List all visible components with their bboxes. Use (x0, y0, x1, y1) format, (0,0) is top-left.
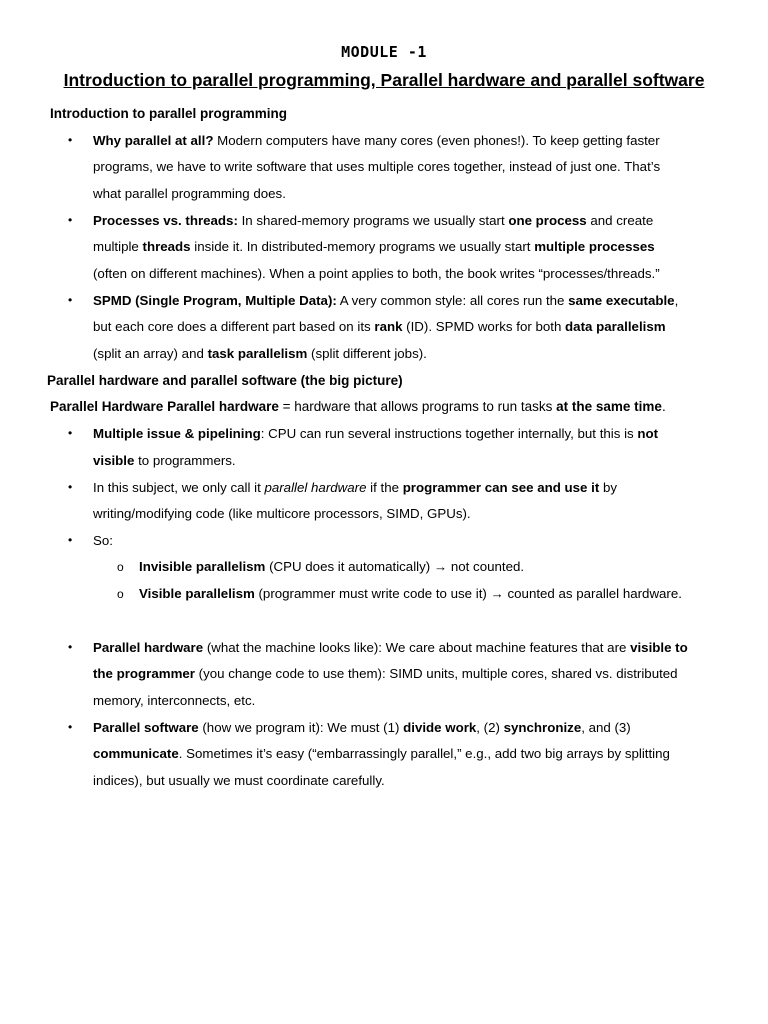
list-item-line: memory, interconnects, etc. (93, 693, 256, 708)
term: Why parallel at all? (93, 133, 214, 148)
list-item-line: what parallel programming does. (93, 186, 286, 201)
text: (you change code to use them): SIMD units, multiple cores, shared vs. distributed (194, 666, 678, 681)
bullet-icon: • (68, 720, 73, 734)
term: communicate (93, 746, 179, 761)
list-item-line (93, 346, 427, 361)
list-item-line: writing/modifying code (like multicore processors, SIMD, GPUs). (93, 506, 471, 521)
term: Parallel hardware (93, 640, 204, 655)
text: : CPU can run several instructions together internally, but this is (260, 426, 638, 441)
main-title: Introduction to parallel programming, Parallel hardware and parallel software (63, 70, 705, 90)
term: multiple processes (534, 239, 655, 254)
term: Invisible parallelism (139, 559, 266, 574)
list-item-line: So: (93, 533, 113, 548)
text: (split different jobs). (307, 346, 427, 361)
text: (ID). SPMD works for both (402, 319, 566, 334)
term: same executable (568, 293, 675, 308)
text: to programmers. (134, 453, 236, 468)
term: visible (93, 453, 135, 468)
term: SPMD (Single Program, Multiple Data): (93, 293, 337, 308)
text: Modern computers have many cores (even phones!). To keep getting faster (213, 133, 660, 148)
text: (what the machine looks like): We care about machine features that are (203, 640, 631, 655)
term: visible to (630, 640, 688, 655)
section-heading-intro: Introduction to parallel programming (50, 106, 288, 121)
text: = hardware that allows programs to run tasks (278, 399, 557, 414)
bullet-icon: • (68, 293, 73, 307)
list-item-line (93, 480, 617, 495)
list-item-line (93, 293, 678, 308)
term: Visible parallelism (139, 586, 255, 601)
term: at the same time (556, 399, 662, 414)
term: divide work (403, 720, 477, 735)
text: . (661, 399, 666, 414)
sub-list-item-line (139, 559, 524, 574)
list-item-line (93, 426, 658, 441)
intro-line (50, 399, 666, 414)
text: In this subject, we only call it (93, 480, 265, 495)
text: but each core does a different part based on its (93, 319, 375, 334)
term: synchronize (503, 720, 582, 735)
text: , (674, 293, 679, 308)
term: Multiple issue & pipelining (93, 426, 261, 441)
text: A very common style: all cores run the (336, 293, 569, 308)
text: (split an array) and (93, 346, 208, 361)
term: Processes vs. threads: (93, 213, 238, 228)
list-item-line (93, 319, 666, 334)
sub-list-item-line (139, 586, 682, 601)
list-item-line (93, 213, 653, 228)
list-item-line (93, 239, 655, 254)
term: data parallelism (565, 319, 666, 334)
term: programmer can see and use it (402, 480, 600, 495)
text: , (2) (476, 720, 504, 735)
bullet-icon: • (68, 480, 73, 494)
term: Parallel software (93, 720, 199, 735)
list-item-line (93, 453, 236, 468)
list-item-line (93, 640, 688, 655)
bullet-icon: • (68, 640, 73, 654)
text: , and (3) (581, 720, 631, 735)
text: by (599, 480, 618, 495)
term: task parallelism (207, 346, 308, 361)
term: not (637, 426, 659, 441)
list-item-line (93, 133, 660, 148)
text: and create (586, 213, 654, 228)
text: (CPU does it automatically) → not counted. (265, 559, 525, 574)
section-heading-big-picture: Parallel hardware and parallel software (the big picture) (47, 373, 403, 388)
bullet-icon: • (68, 213, 73, 227)
term: the programmer (93, 666, 195, 681)
module-title: MODULE -1 (341, 43, 427, 61)
term: Parallel Hardware Parallel hardware (50, 399, 279, 414)
sub-bullet-icon: o (117, 560, 124, 574)
text: if the (366, 480, 403, 495)
term: one process (508, 213, 587, 228)
text: inside it. In distributed-memory programs we usually start (190, 239, 535, 254)
list-item-line: indices), but usually we must coordinate carefully. (93, 773, 385, 788)
bullet-icon: • (68, 533, 73, 547)
list-item-line: programs, we have to write software that uses multiple cores together, instead of just one. That’s (93, 159, 661, 174)
term: rank (374, 319, 403, 334)
text: In shared-memory programs we usually start (237, 213, 509, 228)
bullet-icon: • (68, 133, 73, 147)
list-item-line (93, 720, 631, 735)
list-item-line (93, 746, 670, 761)
emphasis: parallel hardware (264, 480, 367, 495)
text: . Sometimes it’s easy (“embarrassingly parallel,” e.g., add two big arrays by splitting (178, 746, 670, 761)
text: (programmer must write code to use it) → counted as parallel hardware. (254, 586, 682, 601)
bullet-icon: • (68, 426, 73, 440)
term: threads (142, 239, 191, 254)
sub-bullet-icon: o (117, 587, 124, 601)
list-item-line: (often on different machines). When a point applies to both, the book writes “processes/threads.” (93, 266, 660, 281)
list-item-line (93, 666, 678, 681)
text: multiple (93, 239, 143, 254)
text: (how we program it): We must (1) (198, 720, 404, 735)
